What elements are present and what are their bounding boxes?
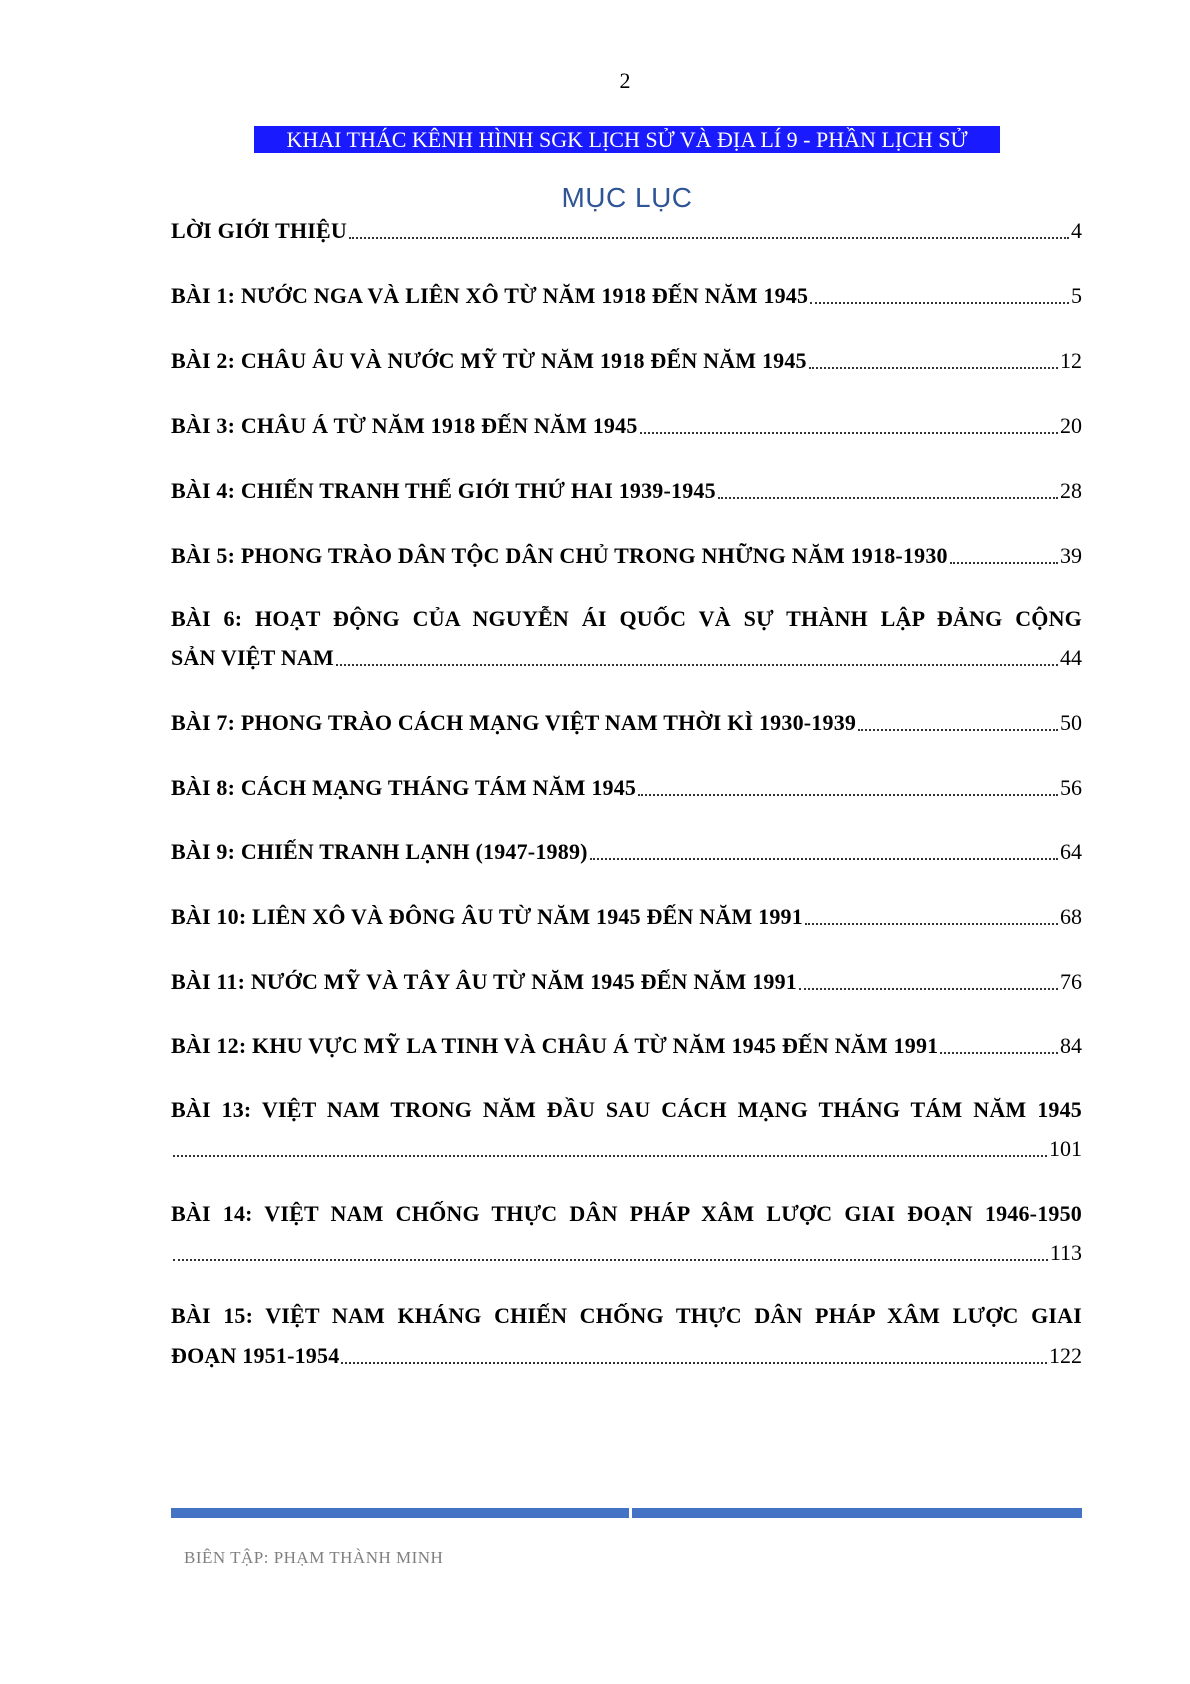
toc-dot-leader: [349, 227, 1069, 239]
footer-editor: BIÊN TẬP: PHẠM THÀNH MINH: [184, 1548, 444, 1567]
toc-entry-line[interactable]: [171, 1133, 1082, 1163]
toc-entry-title: BÀI 4: CHIẾN TRANH THẾ GIỚI THỨ HAI 1939-1945: [171, 478, 716, 503]
toc-dot-leader: [950, 552, 1058, 564]
toc-dot-leader: [809, 357, 1058, 369]
toc-entry-title: BÀI 12: KHU VỰC MỸ LA TINH VÀ CHÂU Á TỪ NĂM 1945 ĐẾN NĂM 1991: [171, 1033, 939, 1058]
toc-page-number: 76: [1060, 969, 1082, 994]
toc-dot-leader: [810, 292, 1069, 304]
toc-page-number: 113: [1049, 1240, 1082, 1265]
toc-entry-line[interactable]: [171, 836, 1082, 866]
toc-entry-title: BÀI 14: VIỆT NAM CHỐNG THỰC DÂN PHÁP XÂM LƯỢC GIAI ĐOẠN 1946-1950: [171, 1201, 1082, 1226]
toc-dot-leader: [173, 1145, 1047, 1157]
toc-entry-line[interactable]: [171, 1237, 1082, 1267]
toc-entry-line[interactable]: [171, 475, 1082, 505]
toc-dot-leader: [718, 487, 1058, 499]
toc-page-number: 44: [1060, 645, 1082, 670]
toc-entry-line[interactable]: [171, 1340, 1082, 1370]
toc-page-number: 50: [1060, 710, 1082, 735]
toc-dot-leader: [940, 1042, 1058, 1054]
toc-entry-line[interactable]: [171, 642, 1082, 672]
toc-dot-leader: [638, 784, 1058, 796]
toc-page-number: 56: [1060, 775, 1082, 800]
toc-entry-line[interactable]: [171, 1300, 1082, 1330]
toc-entry-title: BÀI 1: NƯỚC NGA VÀ LIÊN XÔ TỪ NĂM 1918 ĐẾN NĂM 1945: [171, 283, 809, 308]
toc-entry-line[interactable]: [171, 707, 1082, 737]
toc-entry-title: BÀI 2: CHÂU ÂU VÀ NƯỚC MỸ TỪ NĂM 1918 ĐẾN NĂM 1945: [171, 348, 807, 373]
toc-entry-line[interactable]: [171, 540, 1082, 570]
document-header-title: KHAI THÁC KÊNH HÌNH SGK LỊCH SỬ VÀ ĐỊA LÍ 9 - PHẦN LỊCH SỬ: [254, 126, 1000, 153]
toc-entry-line[interactable]: [171, 772, 1082, 802]
toc-entry-line[interactable]: [171, 966, 1082, 996]
toc-entry-line[interactable]: [171, 345, 1082, 375]
toc-entry-title: BÀI 7: PHONG TRÀO CÁCH MẠNG VIỆT NAM THỜI KÌ 1930-1939: [171, 710, 857, 735]
toc-entry-line[interactable]: [171, 280, 1082, 310]
toc-entry-line[interactable]: [171, 410, 1082, 440]
toc-page-number: 12: [1060, 348, 1082, 373]
toc-entry-title: BÀI 8: CÁCH MẠNG THÁNG TÁM NĂM 1945: [171, 775, 637, 800]
toc-page-number: 4: [1071, 218, 1082, 243]
toc-dot-leader: [173, 1249, 1048, 1261]
toc-entry-title: BÀI 5: PHONG TRÀO DÂN TỘC DÂN CHỦ TRONG NHỮNG NĂM 1918-1930: [171, 543, 948, 568]
toc-entry-line[interactable]: [171, 1198, 1082, 1228]
toc-entry-line[interactable]: [171, 901, 1082, 931]
toc-heading: MỤC LỤC: [561, 182, 693, 213]
toc-entry-line[interactable]: [171, 1030, 1082, 1060]
toc-dot-leader: [805, 913, 1058, 925]
toc-page-number: 5: [1071, 283, 1082, 308]
toc-page-number: 68: [1060, 904, 1082, 929]
toc-page-number: 39: [1060, 543, 1082, 568]
toc-dot-leader: [336, 654, 1058, 666]
toc-dot-leader: [640, 422, 1058, 434]
toc-dot-leader: [858, 719, 1058, 731]
toc-entry-title: BÀI 6: HOẠT ĐỘNG CỦA NGUYỄN ÁI QUỐC VÀ SỰ THÀNH LẬP ĐẢNG CỘNG: [171, 606, 1082, 631]
toc-entry-title: BÀI 11: NƯỚC MỸ VÀ TÂY ÂU TỪ NĂM 1945 ĐẾN NĂM 1991: [171, 969, 797, 994]
page-number: 2: [619, 68, 631, 93]
toc-entry-title: BÀI 13: VIỆT NAM TRONG NĂM ĐẦU SAU CÁCH MẠNG THÁNG TÁM NĂM 1945: [171, 1097, 1082, 1122]
toc-page-number: 28: [1060, 478, 1082, 503]
toc-entry-title: ĐOẠN 1951-1954: [171, 1343, 340, 1368]
toc-entry-title: BÀI 15: VIỆT NAM KHÁNG CHIẾN CHỐNG THỰC DÂN PHÁP XÂM LƯỢC GIAI: [171, 1303, 1082, 1328]
toc-dot-leader: [341, 1352, 1047, 1364]
toc-page-number: 84: [1060, 1033, 1082, 1058]
toc-dot-leader: [590, 848, 1058, 860]
toc-page-number: 64: [1060, 839, 1082, 864]
toc-entry-title: BÀI 10: LIÊN XÔ VÀ ĐÔNG ÂU TỪ NĂM 1945 ĐẾN NĂM 1991: [171, 904, 803, 929]
toc-entry-line[interactable]: [171, 215, 1082, 245]
toc-page-number: 101: [1049, 1136, 1082, 1161]
toc-dot-leader: [799, 978, 1058, 990]
footer-divider: [171, 1508, 1082, 1518]
toc-entry-line[interactable]: [171, 1094, 1082, 1124]
toc-entry-title: BÀI 9: CHIẾN TRANH LẠNH (1947-1989): [171, 839, 588, 864]
toc-entry-title: LỜI GIỚI THIỆU: [171, 218, 348, 243]
toc-entry-line[interactable]: [171, 603, 1082, 633]
toc-page-number: 122: [1049, 1343, 1082, 1368]
toc-entry-title: SẢN VIỆT NAM: [171, 645, 334, 670]
toc-page-number: 20: [1060, 413, 1082, 438]
toc-entry-title: BÀI 3: CHÂU Á TỪ NĂM 1918 ĐẾN NĂM 1945: [171, 413, 638, 438]
